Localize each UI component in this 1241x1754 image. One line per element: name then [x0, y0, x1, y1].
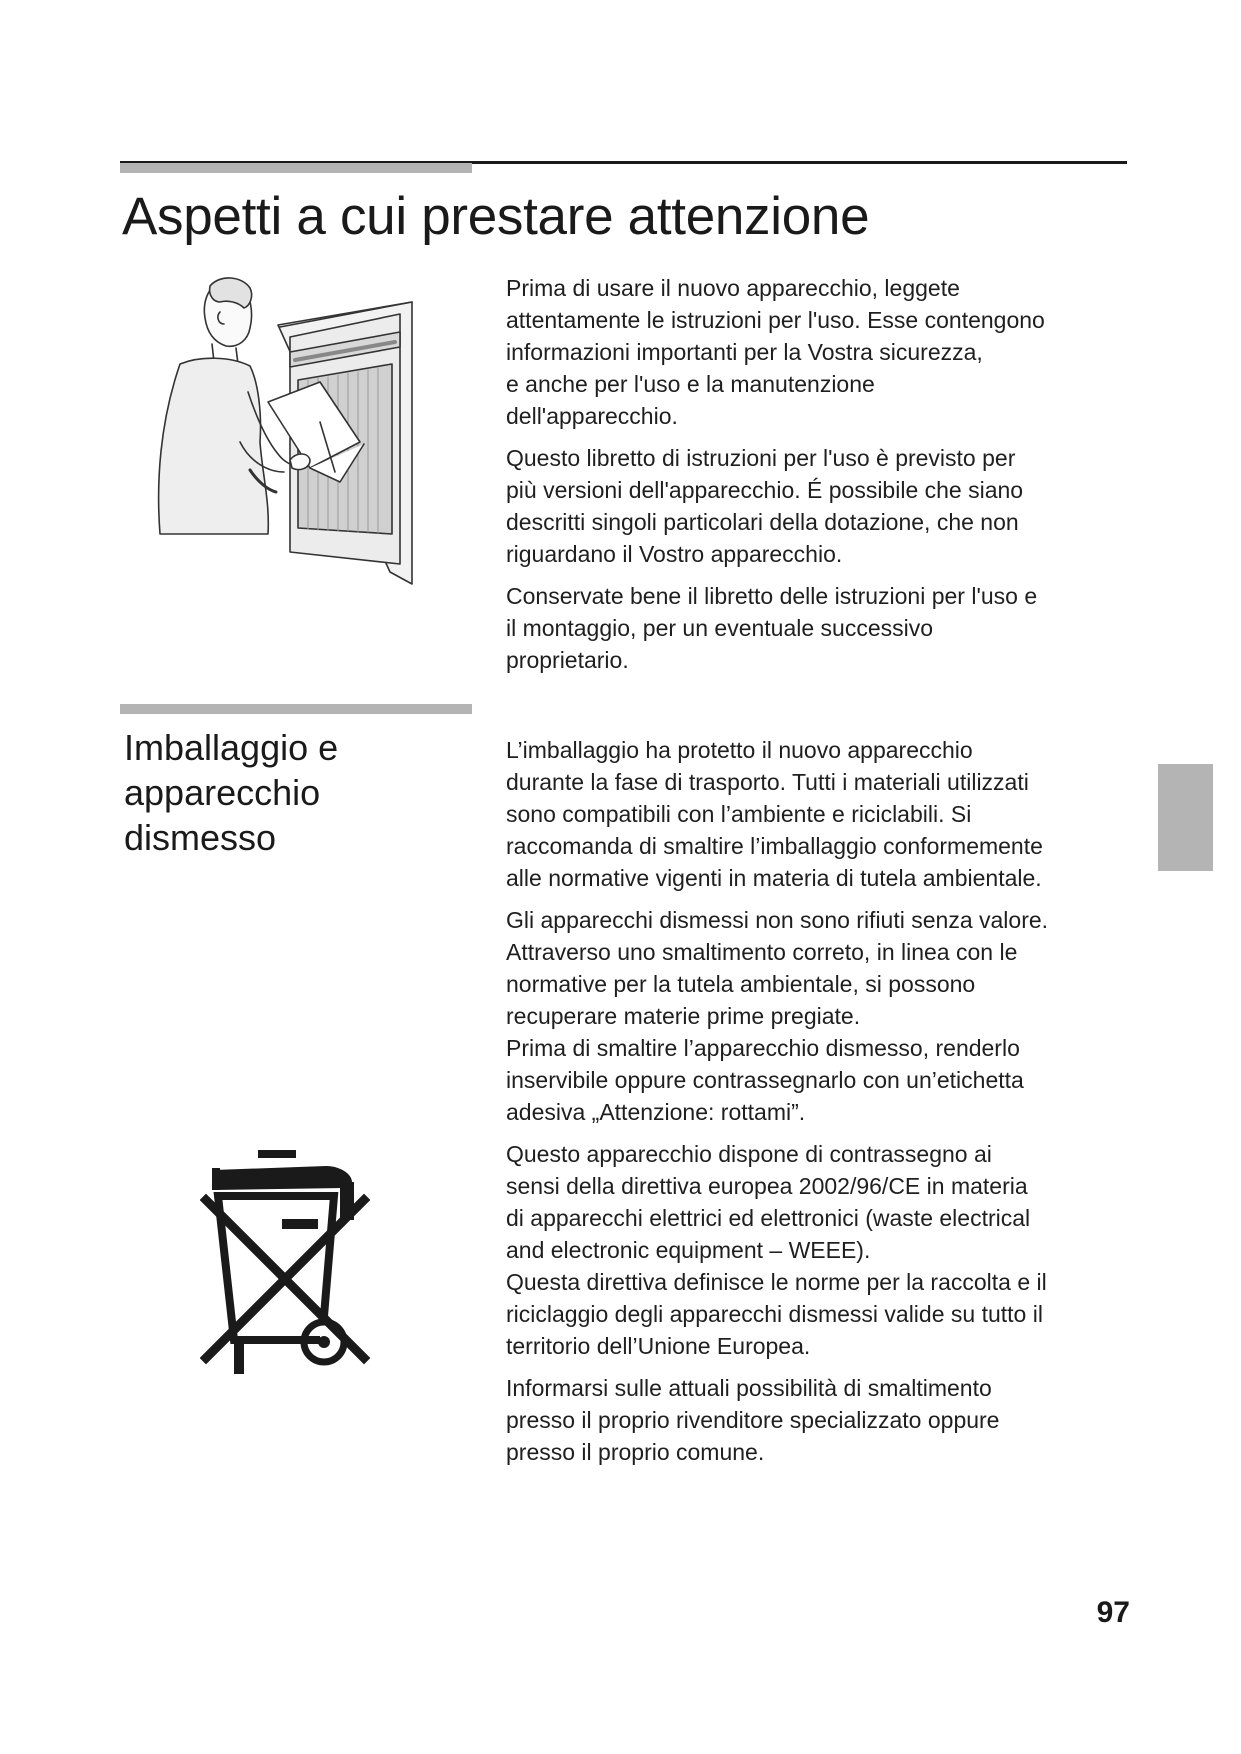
section-text: [506, 734, 1126, 1478]
page-number: 97: [1096, 1596, 1130, 1629]
section-title: Imballaggio e apparecchio dismesso: [124, 727, 339, 858]
intro-paragraph-1: Prima di usare il nuovo apparecchio, leggete attentamente le istruzioni per l'uso. Esse contengono informazioni importanti per la Vostra sicurezza, e anche per l'uso e la manutenzione dell'apparecchio.: [506, 275, 1045, 429]
header-rule-gray: [120, 163, 472, 173]
person-reading-manual-at-oven-icon: [150, 272, 425, 587]
section-paragraph-4: Informarsi sulle attuali possibilità di smaltimento presso il proprio rivenditore specializzato oppure presso il proprio comune.: [506, 1375, 1000, 1465]
thumb-index-tab: [1158, 764, 1213, 871]
section-paragraph-1: L’imballaggio ha protetto il nuovo apparecchio durante la fase di trasporto. Tutti i materiali utilizzati sono compatibili con l’ambiente e riciclabili. Si raccomanda di smaltire l’imballaggio conformemente alle normative vigenti in materia di tutela ambientale.: [506, 737, 1043, 891]
intro-text: [506, 272, 1126, 686]
section-rule-gray: [120, 704, 472, 714]
intro-paragraph-2: Questo libretto di istruzioni per l'uso è previsto per più versioni dell'apparecchio. É possibile che siano descritti singoli particolari della dotazione, che non riguardano il Vostro apparecchio.: [506, 445, 1024, 567]
section-paragraph-3: Questo apparecchio dispone di contrassegno ai sensi della direttiva europea 2002/96/CE in materia di apparecchi elettrici ed elettronici (waste electrical and electronic equipment – WEEE). Questa direttiva definisce le norme per la raccolta e il riciclaggio degli apparecchi dismessi valide su tutto il territorio dell’Unione Europea.: [506, 1141, 1047, 1359]
page-title: Aspetti a cui prestare attenzione: [122, 187, 870, 246]
crossed-out-wheelie-bin-icon: [200, 1148, 370, 1378]
intro-paragraph-3: Conservate bene il libretto delle istruzioni per l'uso e il montaggio, per un eventuale successivo proprietario.: [506, 583, 1038, 673]
section-paragraph-2: Gli apparecchi dismessi non sono rifiuti senza valore. Attraverso uno smaltimento correto, in linea con le normative per la tutela ambientale, si possono recuperare materie prime pregiate. Prima di smaltire l’apparecchio dismesso, renderlo inservibile oppure contrassegnarlo con un’etichetta adesiva „Attenzione: rottami”.: [506, 907, 1049, 1125]
